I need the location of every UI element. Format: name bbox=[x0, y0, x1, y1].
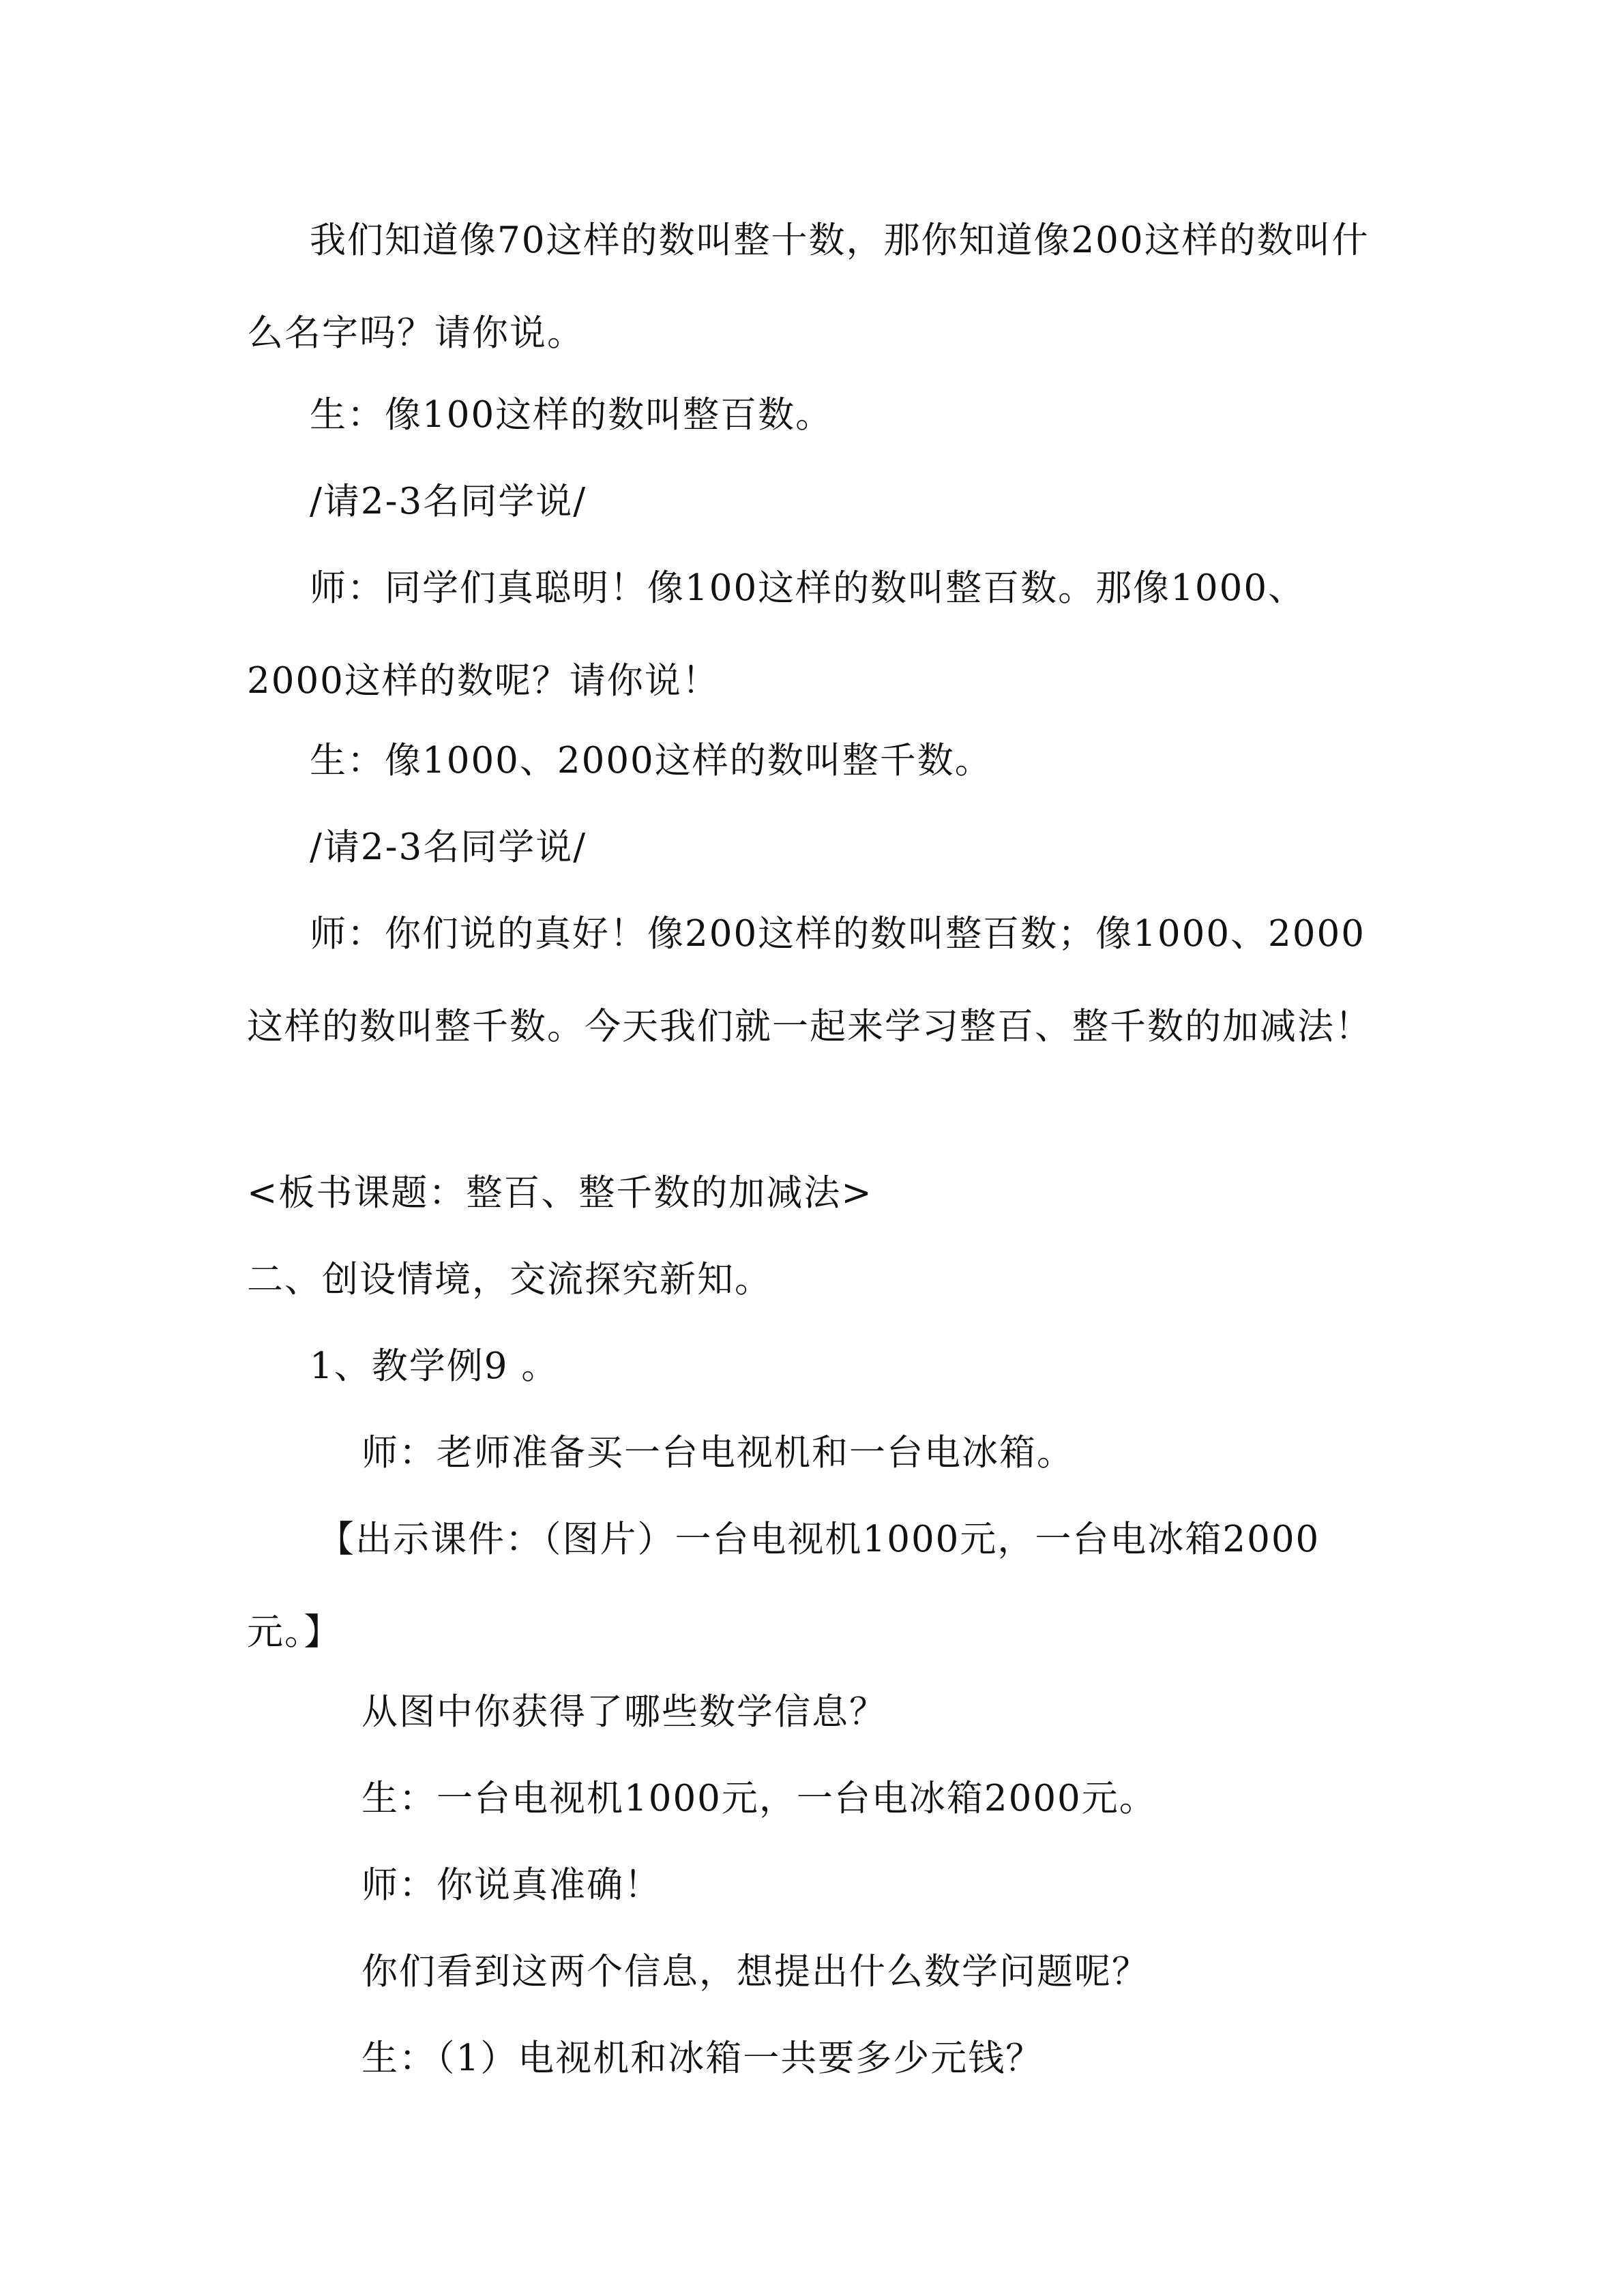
paragraph-teacher-question-problem: 你们看到这两个信息，想提出什么数学问题呢？ bbox=[361, 1951, 1149, 1993]
paragraph-board-title: <板书课题：整百、整千数的加减法> bbox=[247, 1172, 873, 1214]
paragraph-teacher-scenario: 师：老师准备买一台电视机和一台电冰箱。 bbox=[361, 1432, 1074, 1474]
paragraph-student-answer-4: 生：（1）电视机和冰箱一共要多少元钱？ bbox=[361, 2038, 1044, 2079]
paragraph-teacher-question-info: 从图中你获得了哪些数学信息？ bbox=[361, 1691, 887, 1733]
paragraph-stage-direction-1: /请2-3名同学说/ bbox=[310, 481, 587, 522]
paragraph-teacher-praise-2: 师：你说真准确！ bbox=[361, 1864, 662, 1906]
paragraph-student-answer-1: 生：像100这样的数叫整百数。 bbox=[310, 394, 833, 436]
paragraph-stage-direction-2: /请2-3名同学说/ bbox=[310, 826, 587, 868]
paragraph-teacher-praise-1: 师：同学们真聪明！像100这样的数叫整百数。那像1000、2000这样的数呢？请你说！ bbox=[247, 567, 1306, 702]
paragraph-teacher-intro-topic: 师：你们说的真好！像200这样的数叫整百数；像1000、2000这样的数叫整千数。今天我们就一起来学习整百、整千数的加减法！ bbox=[247, 913, 1372, 1047]
paragraph-courseware-note: 【出示课件：（图片）一台电视机1000元，一台电冰箱2000元。】 bbox=[247, 1519, 1320, 1653]
paragraph-student-answer-3: 生：一台电视机1000元，一台电冰箱2000元。 bbox=[361, 1778, 1157, 1819]
paragraph-intro-question: 我们知道像70这样的数叫整十数，那你知道像200这样的数叫什么名字吗？请你说。 bbox=[247, 220, 1370, 354]
example-heading: 1、教学例9 。 bbox=[310, 1345, 559, 1387]
paragraph-student-answer-2: 生：像1000、2000这样的数叫整千数。 bbox=[310, 740, 992, 781]
section-heading: 二、创设情境，交流探究新知。 bbox=[247, 1259, 772, 1300]
